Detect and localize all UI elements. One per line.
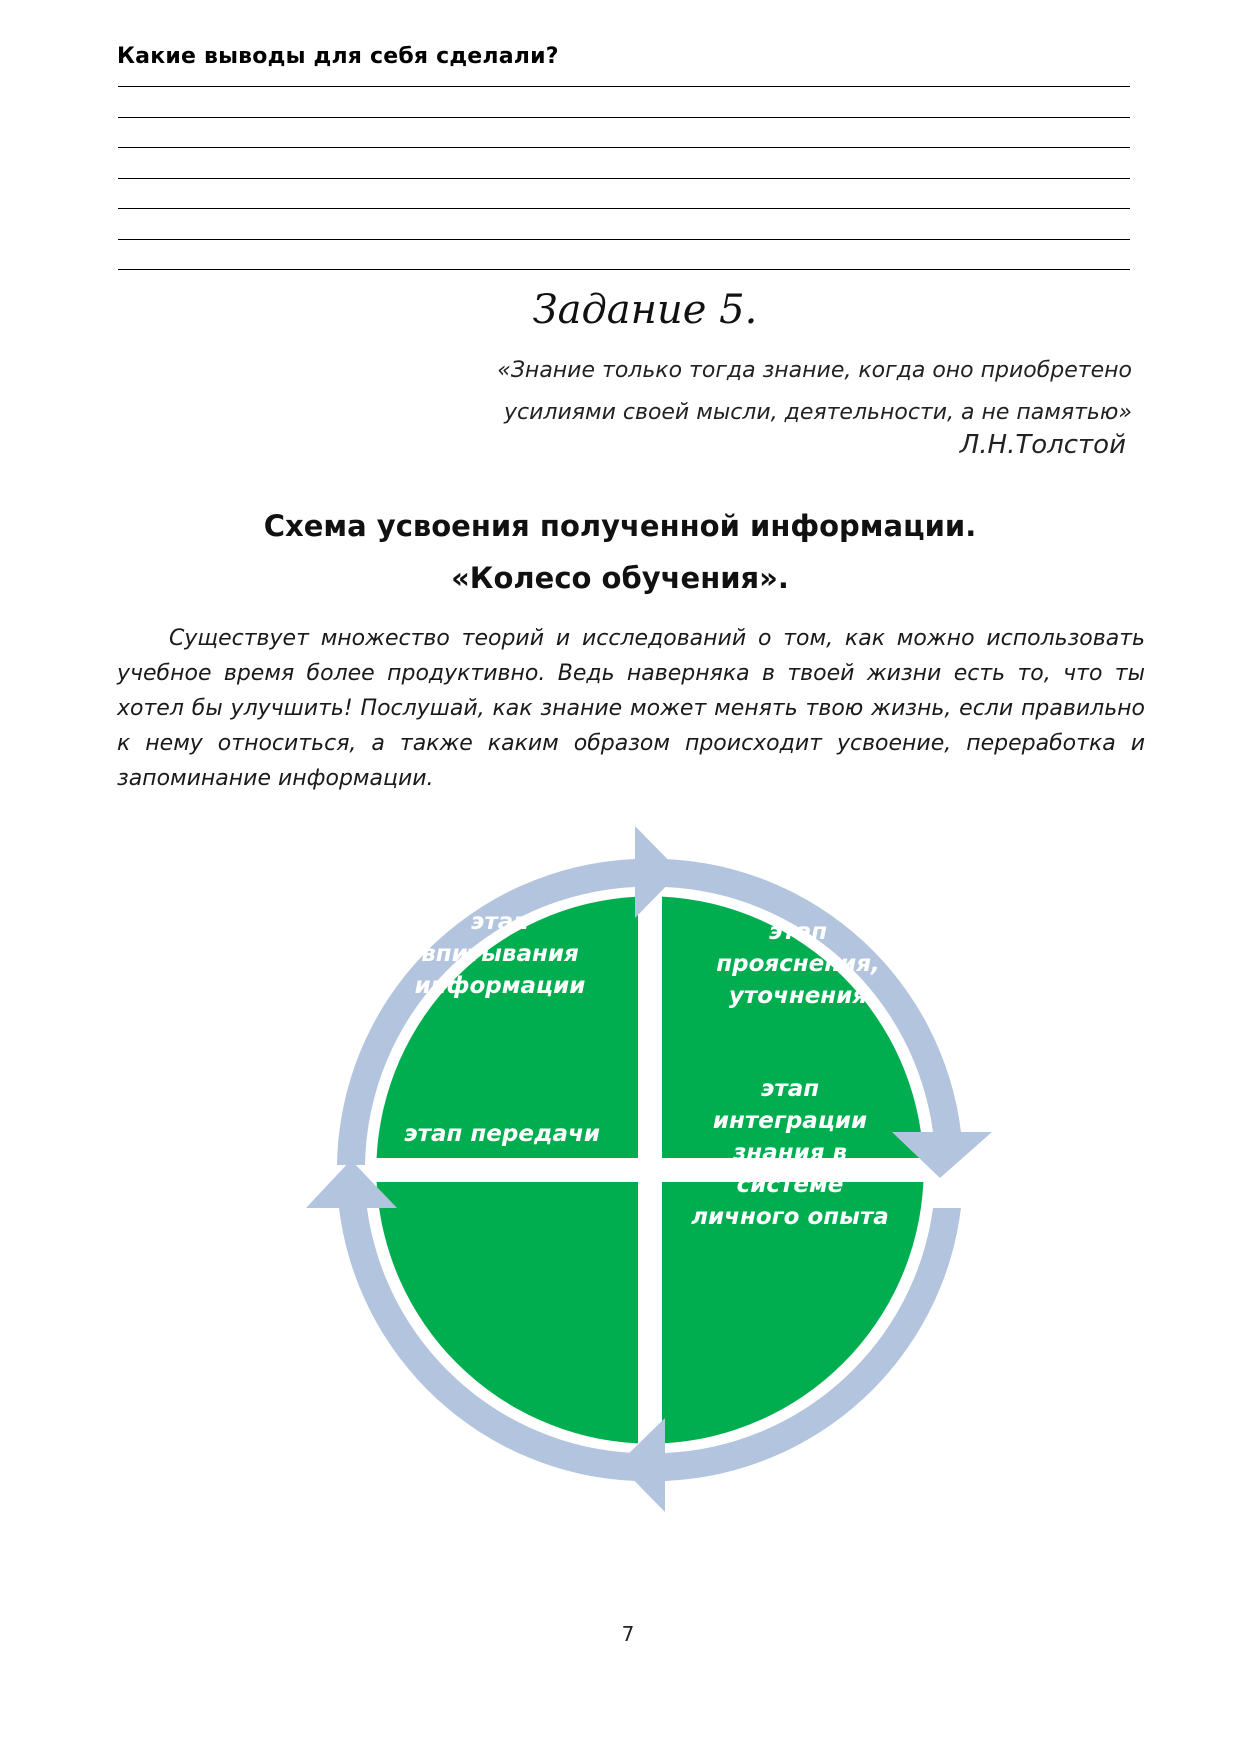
segment-label-line: уточнения: [728, 983, 868, 1009]
answer-line: [118, 208, 1130, 209]
segment-label-line: знания: [456, 1153, 548, 1179]
scheme-title-line: Схема усвоения полученной информации.: [263, 509, 977, 543]
scheme-title: [0, 500, 1240, 604]
segment-label-clarification: [670, 916, 926, 1012]
quote-line: усилиями своей мысли, деятельности, а не памятью»: [503, 400, 1132, 425]
segment-label-line: этап передачи: [404, 1121, 600, 1147]
segment-label-line: прояснения,: [716, 951, 880, 977]
epigraph-quote: [372, 350, 1132, 434]
page-number: 7: [621, 1622, 635, 1646]
quote-line: «Знание только тогда знание, когда оно приобретено: [497, 358, 1132, 383]
answer-line: [118, 269, 1130, 270]
segment-label-absorption: [370, 906, 630, 1002]
question-heading: Какие выводы для себя сделали?: [117, 44, 559, 69]
segment-label-line: системе: [736, 1172, 844, 1198]
answer-line: [118, 178, 1130, 179]
wheel-segment-transfer: [377, 1182, 638, 1443]
segment-label-line: информации: [414, 973, 586, 999]
segment-label-line: этап: [768, 919, 828, 945]
answer-lines: [118, 86, 1130, 300]
quote-author: Л.Н.Толстой: [959, 430, 1126, 460]
intro-paragraph: Существует множество теорий и исследований о том, как можно использовать учебное время более продуктивно. Ведь наверняка в твоей жизни есть то, что ты хотел бы улучшить! Послушай, как знание может менять твою жизнь, если правильно к нему относиться, а также каким образом происходит усвоение, переработка и запоминание информации.: [117, 626, 1145, 791]
answer-line: [118, 239, 1130, 240]
segment-label-line: интеграции: [712, 1108, 868, 1134]
segment-label-integration: [655, 1073, 925, 1233]
learning-wheel-diagram: [300, 810, 1000, 1530]
scheme-title-line: «Колесо обучения».: [451, 561, 789, 595]
segment-label-line: личного опыта: [691, 1204, 889, 1230]
answer-line: [118, 147, 1130, 148]
segment-label-line: этап: [470, 909, 530, 935]
segment-label-line: этап: [760, 1076, 820, 1102]
answer-line: [118, 86, 1130, 87]
answer-line: [118, 117, 1130, 118]
segment-label-line: знания в: [732, 1140, 848, 1166]
segment-label-line: впитывания: [421, 941, 579, 967]
segment-label-transfer: [372, 1118, 632, 1182]
task-title: Задание 5.: [532, 287, 758, 333]
